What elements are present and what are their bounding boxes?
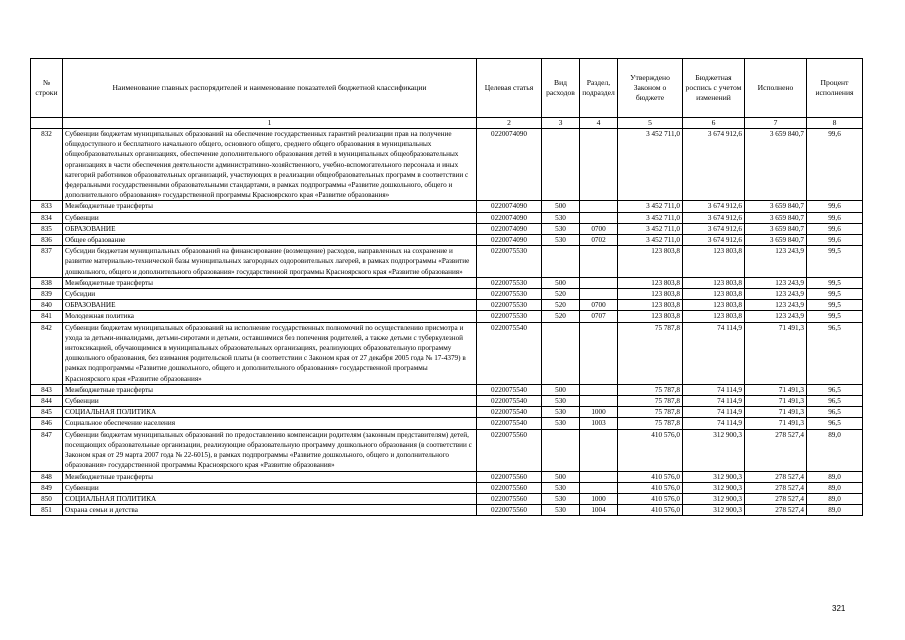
cell-row-no: 835 bbox=[31, 223, 63, 234]
cell-name: СОЦИАЛЬНАЯ ПОЛИТИКА bbox=[63, 493, 477, 504]
column-number: 4 bbox=[580, 118, 618, 129]
cell-name: Субвенции bbox=[63, 396, 477, 407]
cell-section bbox=[580, 322, 618, 384]
table-row bbox=[31, 505, 863, 516]
column-number: 1 bbox=[63, 118, 477, 129]
cell-executed: 123 243,9 bbox=[745, 311, 807, 322]
cell-approved: 123 803,8 bbox=[618, 300, 683, 311]
table-row bbox=[31, 246, 863, 278]
cell-approved: 75 787,8 bbox=[618, 396, 683, 407]
header-row bbox=[31, 59, 863, 118]
table-row bbox=[31, 407, 863, 418]
cell-section: 1000 bbox=[580, 493, 618, 504]
cell-painting: 74 114,9 bbox=[683, 322, 745, 384]
cell-target: 0220074090 bbox=[477, 223, 542, 234]
cell-row-no: 850 bbox=[31, 493, 63, 504]
table-body bbox=[31, 129, 863, 516]
table-row bbox=[31, 384, 863, 395]
column-number: 3 bbox=[542, 118, 580, 129]
cell-approved: 3 452 711,0 bbox=[618, 235, 683, 246]
cell-kind: 530 bbox=[542, 407, 580, 418]
cell-section: 0702 bbox=[580, 235, 618, 246]
cell-section bbox=[580, 246, 618, 278]
table-row bbox=[31, 277, 863, 288]
cell-section bbox=[580, 129, 618, 201]
cell-percent: 99,5 bbox=[807, 300, 863, 311]
cell-row-no: 837 bbox=[31, 246, 63, 278]
cell-target: 0220075560 bbox=[477, 471, 542, 482]
column-number: 5 bbox=[618, 118, 683, 129]
table-row bbox=[31, 129, 863, 201]
table-row bbox=[31, 429, 863, 471]
cell-name: Охрана семьи и детства bbox=[63, 505, 477, 516]
cell-name: ОБРАЗОВАНИЕ bbox=[63, 300, 477, 311]
cell-target: 0220075560 bbox=[477, 482, 542, 493]
cell-row-no: 840 bbox=[31, 300, 63, 311]
cell-name: Субвенции bbox=[63, 212, 477, 223]
cell-name: Межбюджетные трансферты bbox=[63, 384, 477, 395]
cell-percent: 99,5 bbox=[807, 311, 863, 322]
cell-name: Общее образование bbox=[63, 235, 477, 246]
cell-name: Межбюджетные трансферты bbox=[63, 277, 477, 288]
budget-table bbox=[30, 58, 863, 516]
header-target: Целевая статья bbox=[477, 59, 542, 118]
cell-kind: 530 bbox=[542, 223, 580, 234]
cell-section bbox=[580, 212, 618, 223]
cell-painting: 74 114,9 bbox=[683, 396, 745, 407]
cell-target: 0220075560 bbox=[477, 493, 542, 504]
cell-name: Социальное обеспечение населения bbox=[63, 418, 477, 429]
cell-section: 0707 bbox=[580, 311, 618, 322]
cell-row-no: 838 bbox=[31, 277, 63, 288]
cell-approved: 410 576,0 bbox=[618, 482, 683, 493]
cell-executed: 278 527,4 bbox=[745, 429, 807, 471]
column-number: 8 bbox=[807, 118, 863, 129]
cell-row-no: 845 bbox=[31, 407, 63, 418]
cell-section bbox=[580, 396, 618, 407]
cell-section: 1003 bbox=[580, 418, 618, 429]
cell-kind: 500 bbox=[542, 201, 580, 212]
table-row bbox=[31, 201, 863, 212]
cell-approved: 123 803,8 bbox=[618, 246, 683, 278]
cell-percent: 99,6 bbox=[807, 129, 863, 201]
header-approved: Утверждено Законом о бюджете bbox=[618, 59, 683, 118]
cell-painting: 3 674 912,6 bbox=[683, 212, 745, 223]
cell-row-no: 844 bbox=[31, 396, 63, 407]
cell-target: 0220075530 bbox=[477, 246, 542, 278]
table-row bbox=[31, 396, 863, 407]
cell-percent: 89,0 bbox=[807, 429, 863, 471]
cell-kind bbox=[542, 246, 580, 278]
cell-executed: 71 491,3 bbox=[745, 418, 807, 429]
cell-percent: 99,6 bbox=[807, 212, 863, 223]
cell-executed: 278 527,4 bbox=[745, 505, 807, 516]
column-number bbox=[31, 118, 63, 129]
cell-executed: 123 243,9 bbox=[745, 277, 807, 288]
cell-approved: 75 787,8 bbox=[618, 418, 683, 429]
cell-approved: 3 452 711,0 bbox=[618, 212, 683, 223]
cell-percent: 99,6 bbox=[807, 235, 863, 246]
cell-section bbox=[580, 289, 618, 300]
cell-approved: 3 452 711,0 bbox=[618, 129, 683, 201]
cell-row-no: 833 bbox=[31, 201, 63, 212]
cell-name: Субвенции бюджетам муниципальных образований по предоставлению компенсации родителям (законным представителям) детей, посещающих образовательные организации, реализующие образовательную программу дошкольного образования (в соответствии с Законом края от 29 марта 2007 года № 22-6015), в рамках подпрограммы «Развитие дошкольного, общего и дополнительного образования» государственной программы Красноярского края «Развитие образования» bbox=[63, 429, 477, 471]
cell-percent: 99,5 bbox=[807, 289, 863, 300]
cell-target: 0220075540 bbox=[477, 396, 542, 407]
cell-executed: 3 659 840,7 bbox=[745, 235, 807, 246]
cell-percent: 89,0 bbox=[807, 471, 863, 482]
cell-target: 0220075540 bbox=[477, 384, 542, 395]
cell-executed: 71 491,3 bbox=[745, 322, 807, 384]
cell-row-no: 848 bbox=[31, 471, 63, 482]
table-row bbox=[31, 311, 863, 322]
cell-kind: 530 bbox=[542, 493, 580, 504]
cell-row-no: 847 bbox=[31, 429, 63, 471]
cell-painting: 123 803,8 bbox=[683, 289, 745, 300]
column-number: 2 bbox=[477, 118, 542, 129]
table-row bbox=[31, 493, 863, 504]
table-row bbox=[31, 212, 863, 223]
cell-painting: 312 900,3 bbox=[683, 505, 745, 516]
cell-painting: 123 803,8 bbox=[683, 311, 745, 322]
column-number: 6 bbox=[683, 118, 745, 129]
page-number: 321 bbox=[832, 604, 846, 613]
cell-kind: 530 bbox=[542, 482, 580, 493]
table-row bbox=[31, 223, 863, 234]
cell-kind: 520 bbox=[542, 311, 580, 322]
cell-painting: 312 900,3 bbox=[683, 482, 745, 493]
cell-painting: 74 114,9 bbox=[683, 418, 745, 429]
cell-target: 0220075560 bbox=[477, 429, 542, 471]
cell-row-no: 846 bbox=[31, 418, 63, 429]
cell-percent: 96,5 bbox=[807, 384, 863, 395]
cell-section: 0700 bbox=[580, 300, 618, 311]
cell-executed: 3 659 840,7 bbox=[745, 129, 807, 201]
cell-section: 1000 bbox=[580, 407, 618, 418]
column-number-row bbox=[31, 118, 863, 129]
cell-percent: 99,6 bbox=[807, 201, 863, 212]
cell-approved: 123 803,8 bbox=[618, 277, 683, 288]
cell-row-no: 834 bbox=[31, 212, 63, 223]
cell-section: 0700 bbox=[580, 223, 618, 234]
cell-approved: 3 452 711,0 bbox=[618, 223, 683, 234]
cell-executed: 71 491,3 bbox=[745, 384, 807, 395]
cell-target: 0220074090 bbox=[477, 201, 542, 212]
cell-row-no: 839 bbox=[31, 289, 63, 300]
cell-painting: 312 900,3 bbox=[683, 493, 745, 504]
cell-kind: 530 bbox=[542, 212, 580, 223]
cell-target: 0220074090 bbox=[477, 235, 542, 246]
cell-name: ОБРАЗОВАНИЕ bbox=[63, 223, 477, 234]
cell-painting: 123 803,8 bbox=[683, 300, 745, 311]
header-percent: Процент исполнения bbox=[807, 59, 863, 118]
cell-kind: 520 bbox=[542, 289, 580, 300]
cell-executed: 123 243,9 bbox=[745, 289, 807, 300]
header-painting: Бюджетная роспись с учетом изменений bbox=[683, 59, 745, 118]
cell-painting: 312 900,3 bbox=[683, 429, 745, 471]
cell-percent: 99,6 bbox=[807, 223, 863, 234]
cell-kind: 530 bbox=[542, 396, 580, 407]
cell-executed: 3 659 840,7 bbox=[745, 212, 807, 223]
cell-target: 0220074090 bbox=[477, 212, 542, 223]
cell-name: Субсидии бюджетам муниципальных образований на финансирование (возмещение) расходов, направленных на сохранение и развитие материально-технической базы муниципальных загородных оздоровительных лагерей, в рамках подпрограммы «Развитие дошкольного, общего и дополнительного образования» государственной программы Красноярского края «Развитие образования» bbox=[63, 246, 477, 278]
cell-percent: 99,5 bbox=[807, 246, 863, 278]
cell-approved: 123 803,8 bbox=[618, 311, 683, 322]
cell-kind: 530 bbox=[542, 418, 580, 429]
cell-approved: 410 576,0 bbox=[618, 429, 683, 471]
header-name: Наименование главных распорядителей и наименование показателей бюджетной классификации bbox=[63, 59, 477, 118]
cell-section bbox=[580, 201, 618, 212]
cell-executed: 3 659 840,7 bbox=[745, 201, 807, 212]
cell-section bbox=[580, 384, 618, 395]
cell-painting: 312 900,3 bbox=[683, 471, 745, 482]
table-row bbox=[31, 235, 863, 246]
cell-approved: 123 803,8 bbox=[618, 289, 683, 300]
table-row bbox=[31, 482, 863, 493]
cell-approved: 75 787,8 bbox=[618, 407, 683, 418]
cell-kind: 500 bbox=[542, 277, 580, 288]
cell-percent: 89,0 bbox=[807, 505, 863, 516]
table-row bbox=[31, 471, 863, 482]
cell-kind bbox=[542, 429, 580, 471]
header-section: Раздел, подраздел bbox=[580, 59, 618, 118]
cell-executed: 3 659 840,7 bbox=[745, 223, 807, 234]
cell-name: Межбюджетные трансферты bbox=[63, 201, 477, 212]
cell-target: 0220074090 bbox=[477, 129, 542, 201]
cell-painting: 123 803,8 bbox=[683, 277, 745, 288]
cell-section bbox=[580, 471, 618, 482]
cell-target: 0220075560 bbox=[477, 505, 542, 516]
cell-row-no: 832 bbox=[31, 129, 63, 201]
cell-target: 0220075540 bbox=[477, 418, 542, 429]
cell-row-no: 851 bbox=[31, 505, 63, 516]
table-row bbox=[31, 418, 863, 429]
cell-executed: 71 491,3 bbox=[745, 407, 807, 418]
cell-painting: 3 674 912,6 bbox=[683, 129, 745, 201]
cell-section bbox=[580, 277, 618, 288]
cell-approved: 410 576,0 bbox=[618, 505, 683, 516]
cell-kind: 520 bbox=[542, 300, 580, 311]
cell-name: Субсидии bbox=[63, 289, 477, 300]
cell-painting: 74 114,9 bbox=[683, 407, 745, 418]
cell-row-no: 843 bbox=[31, 384, 63, 395]
cell-painting: 3 674 912,6 bbox=[683, 235, 745, 246]
cell-section bbox=[580, 429, 618, 471]
table-row bbox=[31, 289, 863, 300]
cell-approved: 3 452 711,0 bbox=[618, 201, 683, 212]
cell-percent: 89,0 bbox=[807, 482, 863, 493]
cell-executed: 278 527,4 bbox=[745, 482, 807, 493]
cell-target: 0220075530 bbox=[477, 311, 542, 322]
cell-percent: 96,5 bbox=[807, 322, 863, 384]
column-number: 7 bbox=[745, 118, 807, 129]
cell-kind: 530 bbox=[542, 505, 580, 516]
cell-kind: 530 bbox=[542, 235, 580, 246]
table-row bbox=[31, 322, 863, 384]
cell-target: 0220075530 bbox=[477, 289, 542, 300]
cell-row-no: 842 bbox=[31, 322, 63, 384]
cell-executed: 123 243,9 bbox=[745, 300, 807, 311]
cell-percent: 96,5 bbox=[807, 407, 863, 418]
cell-percent: 89,0 bbox=[807, 493, 863, 504]
cell-name: Субвенции bbox=[63, 482, 477, 493]
cell-target: 0220075530 bbox=[477, 277, 542, 288]
cell-approved: 410 576,0 bbox=[618, 493, 683, 504]
cell-name: Субвенции бюджетам муниципальных образований на исполнение государственных полномочий по осуществлению присмотра и ухода за детьми-инвалидами, детьми-сиротами и детьми, оставшимися без попечения родителей, а также детьми с туберкулезной интоксикацией, обучающимися в муниципальных образовательных организациях, реализующих образовательную программу дошкольного образования, без взимания родительской платы (в соответствии с Законом края от 27 декабря 2005 года № 17-4379) в рамках подпрограммы «Развитие дошкольного, общего и дополнительного образования» государственной программы Красноярского края «Развитие образования» bbox=[63, 322, 477, 384]
cell-kind bbox=[542, 129, 580, 201]
cell-row-no: 836 bbox=[31, 235, 63, 246]
cell-percent: 96,5 bbox=[807, 418, 863, 429]
cell-name: СОЦИАЛЬНАЯ ПОЛИТИКА bbox=[63, 407, 477, 418]
cell-approved: 410 576,0 bbox=[618, 471, 683, 482]
cell-painting: 123 803,8 bbox=[683, 246, 745, 278]
cell-percent: 99,5 bbox=[807, 277, 863, 288]
cell-executed: 123 243,9 bbox=[745, 246, 807, 278]
cell-section: 1004 bbox=[580, 505, 618, 516]
cell-executed: 278 527,4 bbox=[745, 493, 807, 504]
cell-painting: 74 114,9 bbox=[683, 384, 745, 395]
header-executed: Исполнено bbox=[745, 59, 807, 118]
table-row bbox=[31, 300, 863, 311]
cell-executed: 278 527,4 bbox=[745, 471, 807, 482]
cell-percent: 96,5 bbox=[807, 396, 863, 407]
cell-target: 0220075540 bbox=[477, 322, 542, 384]
cell-kind: 500 bbox=[542, 384, 580, 395]
cell-executed: 71 491,3 bbox=[745, 396, 807, 407]
cell-painting: 3 674 912,6 bbox=[683, 201, 745, 212]
cell-row-no: 841 bbox=[31, 311, 63, 322]
cell-row-no: 849 bbox=[31, 482, 63, 493]
cell-name: Межбюджетные трансферты bbox=[63, 471, 477, 482]
header-row-no: № строки bbox=[31, 59, 63, 118]
header-kind: Вид расходов bbox=[542, 59, 580, 118]
cell-section bbox=[580, 482, 618, 493]
cell-name: Молодежная политика bbox=[63, 311, 477, 322]
cell-approved: 75 787,8 bbox=[618, 384, 683, 395]
cell-approved: 75 787,8 bbox=[618, 322, 683, 384]
cell-kind bbox=[542, 322, 580, 384]
cell-name: Субвенции бюджетам муниципальных образований на обеспечение государственных гарантий реализации прав на получение общедоступного и бесплатного начального общего, основного общего, среднего общего образования в муниципальных общеобразовательных организациях, обеспечение дополнительного образования детей в муниципальных общеобразовательных организациях в части обеспечения деятельности административно-хозяйственного, учебно-вспомогательного персонала и иных категорий работников образовательных организаций, участвующих в реализации общеобразовательных программ в соответствии с федеральными государственными образовательными стандартами, в рамках подпрограммы «Развитие дошкольного, общего и дополнительного образования» государственной программы Красноярского края «Развитие образования» bbox=[63, 129, 477, 201]
cell-target: 0220075530 bbox=[477, 300, 542, 311]
cell-painting: 3 674 912,6 bbox=[683, 223, 745, 234]
cell-target: 0220075540 bbox=[477, 407, 542, 418]
cell-kind: 500 bbox=[542, 471, 580, 482]
